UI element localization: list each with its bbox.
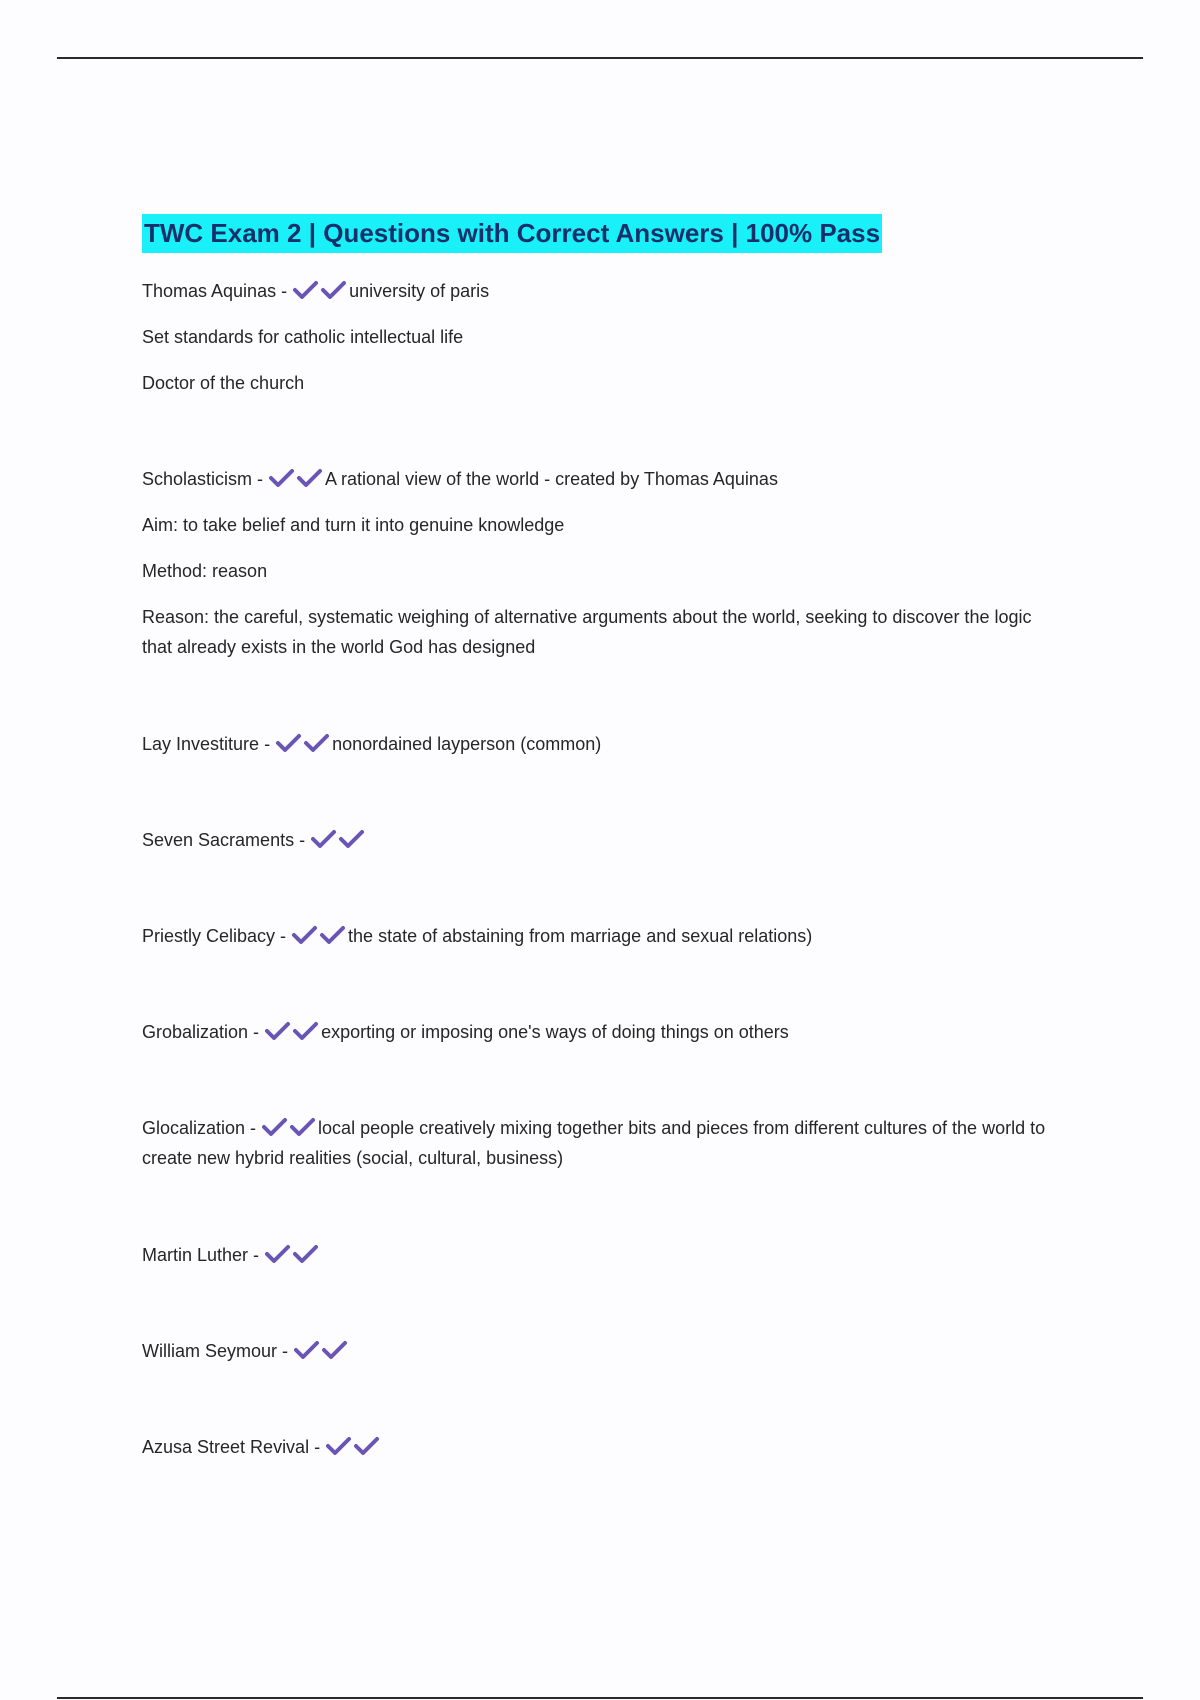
answer-detail: Method: reason (142, 561, 268, 581)
answer: exporting or imposing one's ways of doing things on others (321, 1022, 789, 1042)
qa-line (142, 464, 1062, 494)
qa-line (142, 276, 1062, 306)
qa-entry (142, 729, 1062, 775)
bottom-rule (57, 1697, 1143, 1699)
term: Lay Investiture - (142, 734, 271, 754)
answer: university of paris (349, 281, 490, 301)
double-check-icon (265, 1021, 319, 1041)
qa-entry (142, 1432, 1062, 1478)
double-check-icon (311, 829, 365, 849)
answer: nonordained layperson (common) (332, 734, 602, 754)
answer: the state of abstaining from marriage and sexual relations) (348, 926, 813, 946)
term: Scholasticism - (142, 469, 264, 489)
qa-entry (142, 1017, 1062, 1063)
term: Martin Luther - (142, 1245, 260, 1265)
qa-entry (142, 825, 1062, 871)
qa-line (142, 1336, 1062, 1366)
double-check-icon (292, 925, 346, 945)
qa-entry (142, 921, 1062, 967)
qa-line (142, 921, 1062, 951)
term: Azusa Street Revival - (142, 1437, 321, 1457)
qa-entry (142, 1240, 1062, 1286)
qa-line (142, 1432, 1062, 1462)
term: Thomas Aquinas - (142, 281, 288, 301)
double-check-icon (262, 1117, 316, 1137)
document-title: TWC Exam 2 | Questions with Correct Answers | 100% Pass (142, 214, 882, 253)
answer: local people creatively mixing together bits and pieces from different cultures of the world to create new hybrid realities (social, cultural, business) (142, 1118, 1046, 1168)
qa-line (142, 729, 1062, 759)
term: Priestly Celibacy - (142, 926, 287, 946)
double-check-icon (294, 1340, 348, 1360)
answer-detail: Aim: to take belief and turn it into genuine knowledge (142, 515, 565, 535)
top-rule (57, 57, 1143, 59)
term: Glocalization - (142, 1118, 257, 1138)
qa-line (142, 1240, 1062, 1270)
double-check-icon (269, 468, 323, 488)
qa-line (142, 825, 1062, 855)
double-check-icon (276, 733, 330, 753)
answer-detail: Set standards for catholic intellectual life (142, 327, 464, 347)
answer-detail: Doctor of the church (142, 373, 305, 393)
qa-entry (142, 464, 1062, 678)
term: William Seymour - (142, 1341, 289, 1361)
qa-entry (142, 276, 1062, 414)
answer-detail: Reason: the careful, systematic weighing of alternative arguments about the world, seeking to discover the logic that already exists in the world God has designed (142, 607, 1032, 657)
term: Grobalization - (142, 1022, 260, 1042)
qa-line (142, 1113, 1062, 1173)
double-check-icon (293, 280, 347, 300)
double-check-icon (326, 1436, 380, 1456)
qa-entry (142, 1113, 1062, 1189)
term: Seven Sacraments - (142, 830, 306, 850)
double-check-icon (265, 1244, 319, 1264)
answer: A rational view of the world - created by Thomas Aquinas (325, 469, 778, 489)
qa-line (142, 1017, 1062, 1047)
qa-entry (142, 1336, 1062, 1382)
